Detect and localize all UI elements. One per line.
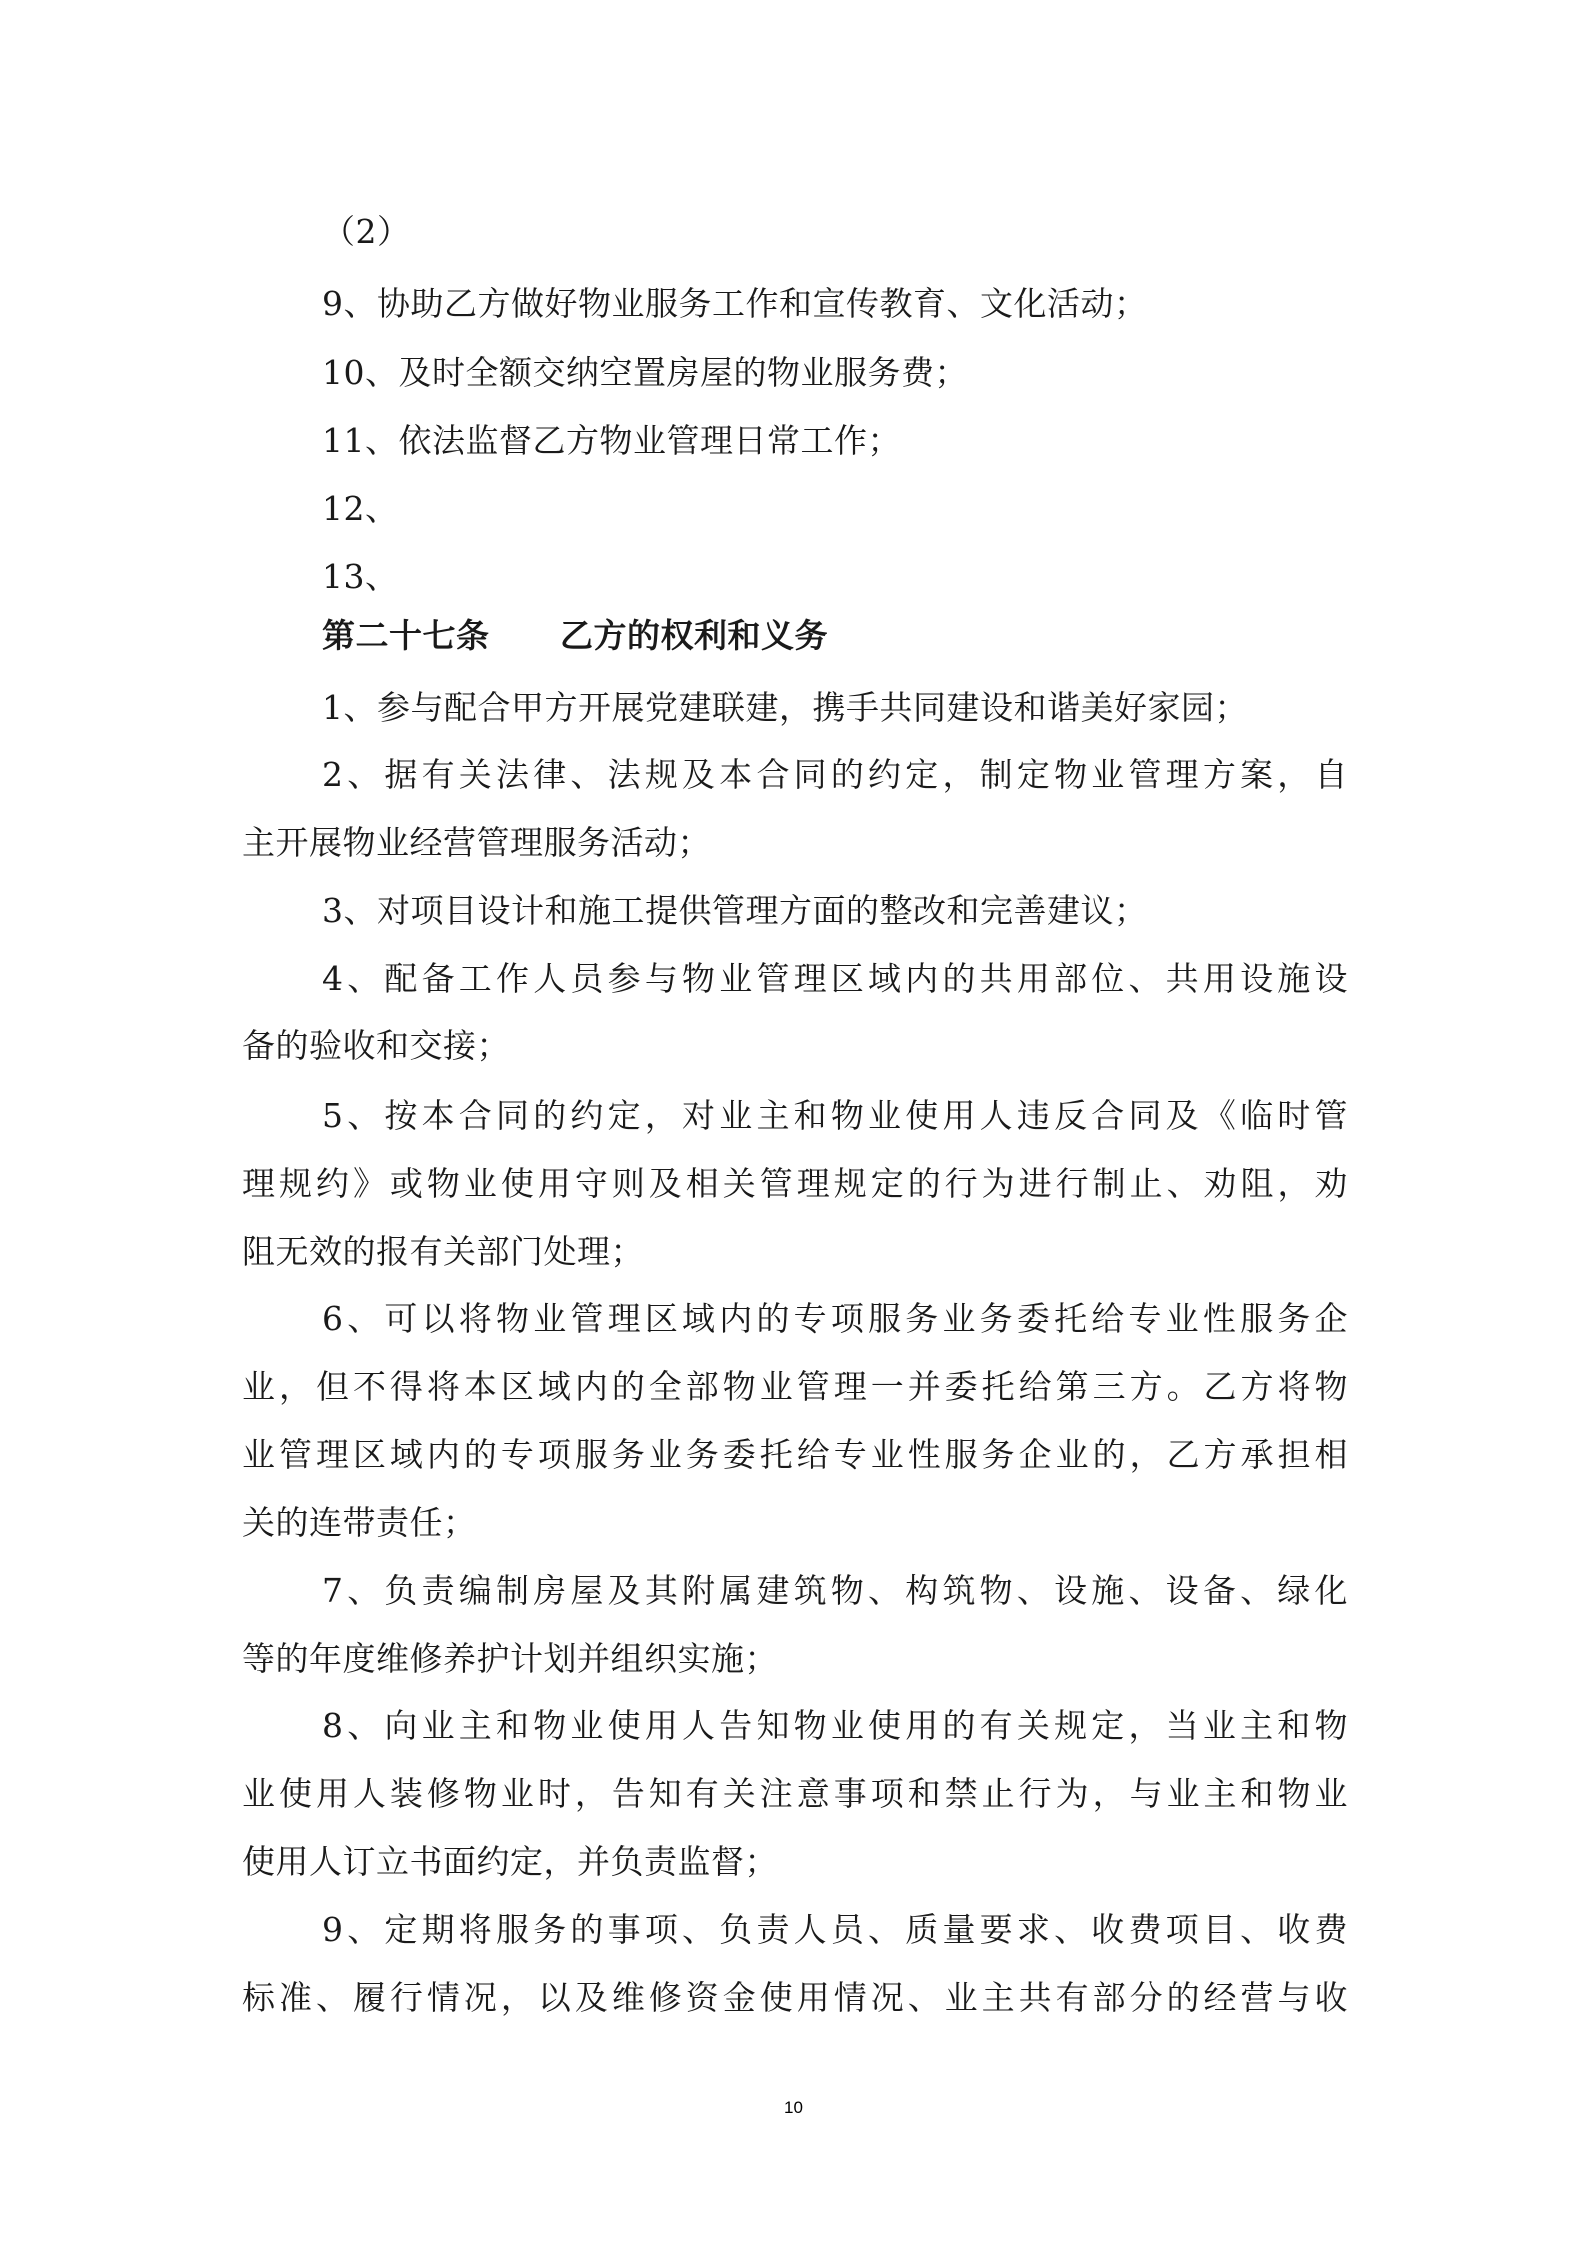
paragraph-line: 关的连带责任； (242, 1503, 477, 1542)
paragraph-line: 7、负责编制房屋及其附属建筑物、构筑物、设施、设备、绿化 (322, 1571, 1348, 1610)
list-item-9: 9、协助乙方做好物业服务工作和宣传教育、文化活动； (322, 284, 1148, 323)
paragraph-line: 9、定期将服务的事项、负责人员、质量要求、收费项目、收费 (322, 1910, 1348, 1949)
list-item-2: （2） (322, 212, 411, 251)
paragraph-line: 1、参与配合甲方开展党建联建，携手共同建设和谐美好家园； (322, 688, 1248, 727)
paragraph-line: 5、按本合同的约定，对业主和物业使用人违反合同及《临时管 (322, 1096, 1348, 1135)
paragraph-line: 2、据有关法律、法规及本合同的约定，制定物业管理方案，自 (322, 755, 1348, 794)
paragraph-line: 等的年度维修养护计划并组织实施； (242, 1639, 778, 1678)
article-27-number: 第二十七条 (322, 616, 490, 655)
paragraph-line: 理规约》或物业使用守则及相关管理规定的行为进行制止、劝阻，劝 (242, 1164, 1348, 1203)
list-item-13: 13、 (322, 557, 399, 596)
paragraph-line: 4、配备工作人员参与物业管理区域内的共用部位、共用设施设 (322, 959, 1348, 998)
paragraph-line: 阻无效的报有关部门处理； (242, 1232, 644, 1271)
paragraph-line: 8、向业主和物业使用人告知物业使用的有关规定，当业主和物 (322, 1706, 1348, 1745)
paragraph-line: 使用人订立书面约定，并负责监督； (242, 1842, 778, 1881)
paragraph-line: 业，但不得将本区域内的全部物业管理一并委托给第三方。乙方将物 (242, 1367, 1348, 1406)
paragraph-line: 3、对项目设计和施工提供管理方面的整改和完善建议； (322, 891, 1148, 930)
list-item-11: 11、依法监督乙方物业管理日常工作； (322, 421, 901, 460)
paragraph-line: 备的验收和交接； (242, 1026, 510, 1065)
paragraph-line: 主开展物业经营管理服务活动； (242, 823, 711, 862)
paragraph-line: 业使用人装修物业时，告知有关注意事项和禁止行为，与业主和物业 (242, 1774, 1348, 1813)
paragraph-line: 标准、履行情况，以及维修资金使用情况、业主共有部分的经营与收 (242, 1978, 1348, 2017)
paragraph-line: 业管理区域内的专项服务业务委托给专业性服务企业的，乙方承担相 (242, 1435, 1348, 1474)
page-number: 10 (784, 2098, 803, 2117)
list-item-10: 10、及时全额交纳空置房屋的物业服务费； (322, 353, 968, 392)
list-item-12: 12、 (322, 489, 399, 528)
paragraph-line: 6、可以将物业管理区域内的专项服务业务委托给专业性服务企 (322, 1299, 1348, 1338)
article-27-title: 乙方的权利和义务 (560, 616, 828, 655)
